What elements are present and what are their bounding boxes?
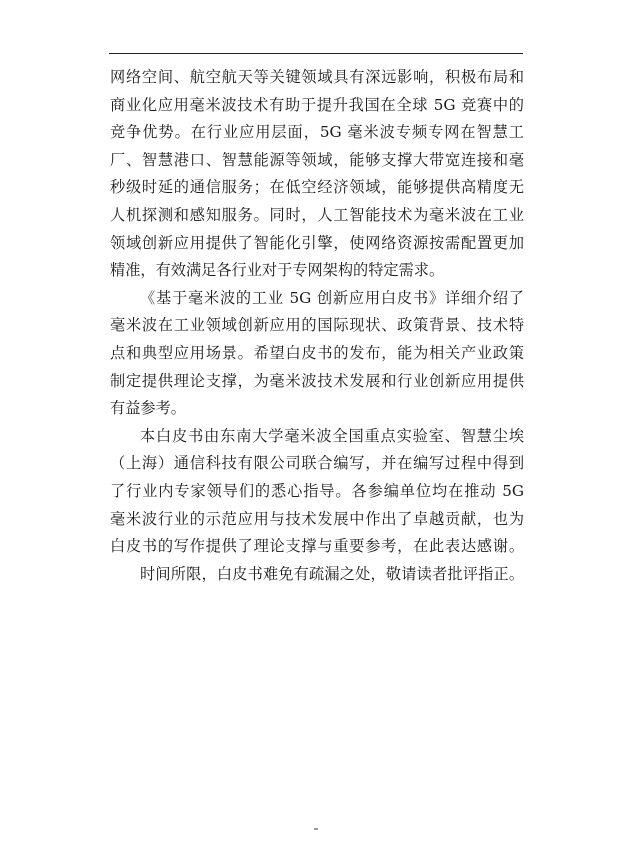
header-rule xyxy=(109,53,523,54)
paragraph xyxy=(110,64,524,285)
text-line: 人机探测和感知服务。同时，人工智能技术为毫米波在工业 xyxy=(110,205,524,224)
text-line: 毫米波在工业领域创新应用的国际现状、政策背景、技术特 xyxy=(110,316,524,335)
text-line: 《基于毫米波的工业 5G 创新应用白皮书》详细介绍了 xyxy=(140,288,524,307)
text-line: 秒级时延的通信服务；在低空经济领域，能够提供高精度无 xyxy=(110,178,524,197)
text-line: 白皮书的写作提供了理论支撑与重要参考，在此表达感谢。 xyxy=(110,537,524,556)
text-line: （上海）通信科技有限公司联合编写，并在编写过程中得到 xyxy=(110,454,524,473)
paragraph xyxy=(110,423,524,561)
text-line: 点和典型应用场景。希望白皮书的发布，能为相关产业政策 xyxy=(110,343,524,362)
body-text xyxy=(110,64,524,588)
text-line: 毫米波行业的示范应用与技术发展中作出了卓越贡献，也为 xyxy=(110,509,524,528)
text-line: 时间所限，白皮书难免有疏漏之处，敬请读者批评指正。 xyxy=(140,564,524,583)
paragraph xyxy=(110,561,524,589)
text-line: 了行业内专家领导们的悉心指导。各参编单位均在推动 5G xyxy=(110,481,524,500)
text-line: 有益参考。 xyxy=(110,399,186,418)
text-line: 精准，有效满足各行业对于专网架构的特定需求。 xyxy=(110,261,445,280)
text-line: 厂、智慧港口、智慧能源等领域，能够支撑大带宽连接和毫 xyxy=(110,150,524,169)
text-line: 本白皮书由东南大学毫米波全国重点实验室、智慧尘埃 xyxy=(140,426,524,445)
text-line: 领域创新应用提供了智能化引擎，使网络资源按需配置更加 xyxy=(110,233,524,252)
paragraph xyxy=(110,285,524,423)
text-line: 竞争优势。在行业应用层面，5G 毫米波专频专网在智慧工 xyxy=(110,123,524,142)
text-line: 商业化应用毫米波技术有助于提升我国在全球 5G 竞赛中的 xyxy=(110,95,524,114)
text-line: 网络空间、航空航天等关键领域具有深远影响，积极布局和 xyxy=(110,68,524,86)
text-line: 制定提供理论支撑，为毫米波技术发展和行业创新应用提供 xyxy=(110,371,524,390)
page-number-mark xyxy=(314,828,318,830)
